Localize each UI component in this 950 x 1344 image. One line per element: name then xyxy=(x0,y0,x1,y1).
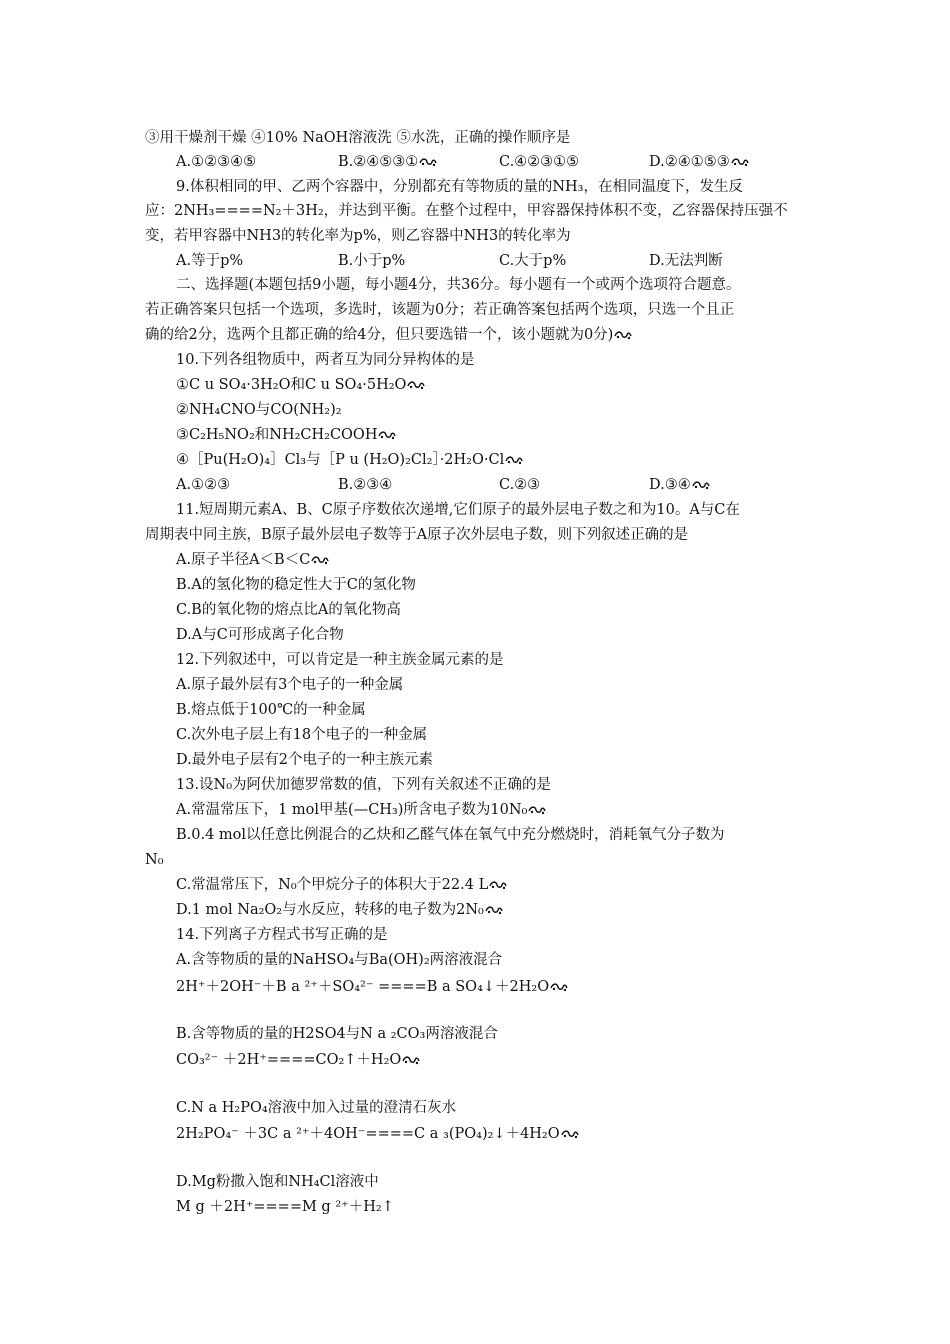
q10-option-d: D.③④ xyxy=(649,475,710,495)
q10-option-c: C.②③ xyxy=(499,477,541,493)
q12-option-d: D.最外电子层有2个电子的一种主族元素 xyxy=(176,752,433,768)
mark-icon xyxy=(311,555,329,565)
section2-line-3: 确的给2分，选两个且都正确的给4分，但只要选错一个，该小题就为0分) xyxy=(145,325,632,345)
q10-item-3: ③C₂H₅NO₂和NH₂CH₂COOH xyxy=(176,425,396,445)
mark-icon xyxy=(505,455,523,465)
q13-option-b-line-2: N₀ xyxy=(145,852,164,868)
q14-option-d: D.Mg粉撒入饱和NH₄Cl溶液中 xyxy=(176,1174,379,1190)
mark-icon xyxy=(489,880,507,890)
q10-option-b: B.②③④ xyxy=(338,477,393,493)
q9-line-1: 9.体积相同的甲、乙两个容器中，分别都充有等物质的量的NH₃，在相同温度下，发生反 xyxy=(176,179,743,195)
q13-option-a: A.常温常压下，1 mol甲基(—CH₃)所含电子数为10N₀ xyxy=(176,800,546,820)
q11-line-2: 周期表中同主族，B原子最外层电子数等于A原子次外层电子数，则下列叙述正确的是 xyxy=(145,527,689,543)
mark-icon xyxy=(378,430,396,440)
q9-line-2: 应：2NH₃====N₂＋3H₂，并达到平衡。在整个过程中，甲容器保持体积不变，乙容器保持压强不 xyxy=(145,203,788,219)
mark-icon xyxy=(407,380,425,390)
q14-option-b: B.含等物质的量的H2SO4与N a ₂CO₃两溶液混合 xyxy=(176,1026,498,1042)
mark-icon xyxy=(402,1055,420,1065)
q9-line-3: 变，若甲容器中NH3的转化率为p%，则乙容器中NH3的转化率为 xyxy=(145,228,571,244)
q10-item-1: ①C u SO₄·3H₂O和C u SO₄·5H₂O xyxy=(176,375,425,395)
q13-option-b-line-1: B.0.4 mol以任意比例混合的乙炔和乙醛气体在氧气中充分燃烧时，消耗氧气分子数为 xyxy=(176,827,725,843)
mark-icon xyxy=(731,157,749,167)
mark-icon xyxy=(561,1129,579,1139)
q10-item-2: ②NH₄CNO与CO(NH₂)₂ xyxy=(176,402,342,418)
q9-option-b: B.小于p% xyxy=(338,253,406,269)
q14-option-d-equation: M g ＋2H⁺====M g ²⁺＋H₂↑ xyxy=(176,1199,394,1215)
q11-option-d: D.A与C可形成离子化合物 xyxy=(176,627,344,643)
q9-option-c: C.大于p% xyxy=(499,253,567,269)
mark-icon xyxy=(692,480,710,490)
q12-option-c: C.次外电子层上有18个电子的一种金属 xyxy=(176,727,428,743)
q8-option-d: D.②④①⑤③ xyxy=(649,152,749,172)
mark-icon xyxy=(419,157,437,167)
q14-option-a: A.含等物质的量的NaHSO₄与Ba(OH)₂两溶液混合 xyxy=(176,952,503,968)
mark-icon xyxy=(528,805,546,815)
q13-option-c: C.常温常压下，N₀个甲烷分子的体积大于22.4 L xyxy=(176,875,507,895)
q14-option-c-equation: 2H₂PO₄⁻ ＋3C a ²⁺＋4OH⁻====C a ₃(PO₄)₂↓＋4H₂O xyxy=(176,1124,579,1144)
q11-option-c: C.B的氧化物的熔点比A的氧化物高 xyxy=(176,602,401,618)
q10-option-a: A.①②③ xyxy=(176,477,231,493)
mark-icon xyxy=(485,905,503,915)
q8-option-a: A.①②③④⑤ xyxy=(176,154,257,170)
section2-line-1: 二、选择题(本题包括9小题，每小题4分，共36分。每小题有一个或两个选项符合题意。 xyxy=(176,277,741,293)
q10-stem: 10.下列各组物质中，两者互为同分异构体的是 xyxy=(176,352,475,368)
q9-option-a: A.等于p% xyxy=(176,253,244,269)
q9-option-d: D.无法判断 xyxy=(649,253,723,269)
q11-line-1: 11.短周期元素A、B、C原子序数依次递增,它们原子的最外层电子数之和为10。A与C在 xyxy=(176,502,740,518)
q14-option-c: C.N a H₂PO₄溶液中加入过量的澄清石灰水 xyxy=(176,1100,457,1116)
mark-icon xyxy=(614,330,632,340)
q14-option-a-equation: 2H⁺＋2OH⁻＋B a ²⁺＋SO₄²⁻ ====B a SO₄↓＋2H₂O xyxy=(176,977,568,997)
q10-item-4: ④［Pu(H₂O)₄］Cl₃与［P u (H₂O)₂Cl₂］·2H₂O·Cl xyxy=(176,450,523,470)
q11-option-b: B.A的氢化物的稳定性大于C的氢化物 xyxy=(176,577,416,593)
mark-icon xyxy=(550,982,568,992)
q13-stem: 13.设N₀为阿伏加德罗常数的值，下列有关叙述不正确的是 xyxy=(176,777,552,793)
q12-option-b: B.熔点低于100℃的一种金属 xyxy=(176,702,366,718)
q8-option-b: B.②④⑤③① xyxy=(338,152,437,172)
section2-line-2: 若正确答案只包括一个选项，多选时，该题为0分；若正确答案包括两个选项，只选一个且正 xyxy=(145,302,735,318)
q14-stem: 14.下列离子方程式书写正确的是 xyxy=(176,927,388,943)
q12-option-a: A.原子最外层有3个电子的一种金属 xyxy=(176,677,404,693)
q11-option-a: A.原子半径A＜B＜C xyxy=(176,550,329,570)
q12-stem: 12.下列叙述中，可以肯定是一种主族金属元素的是 xyxy=(176,652,504,668)
q13-option-d: D.1 mol Na₂O₂与水反应，转移的电子数为2N₀ xyxy=(176,900,503,920)
q8-tail: ③用干燥剂干燥 ④10% NaOH溶液洗 ⑤水洗，正确的操作顺序是 xyxy=(145,130,571,146)
q8-option-c: C.④②③①⑤ xyxy=(499,154,580,170)
q14-option-b-equation: CO₃²⁻ ＋2H⁺====CO₂↑＋H₂O xyxy=(176,1050,420,1070)
